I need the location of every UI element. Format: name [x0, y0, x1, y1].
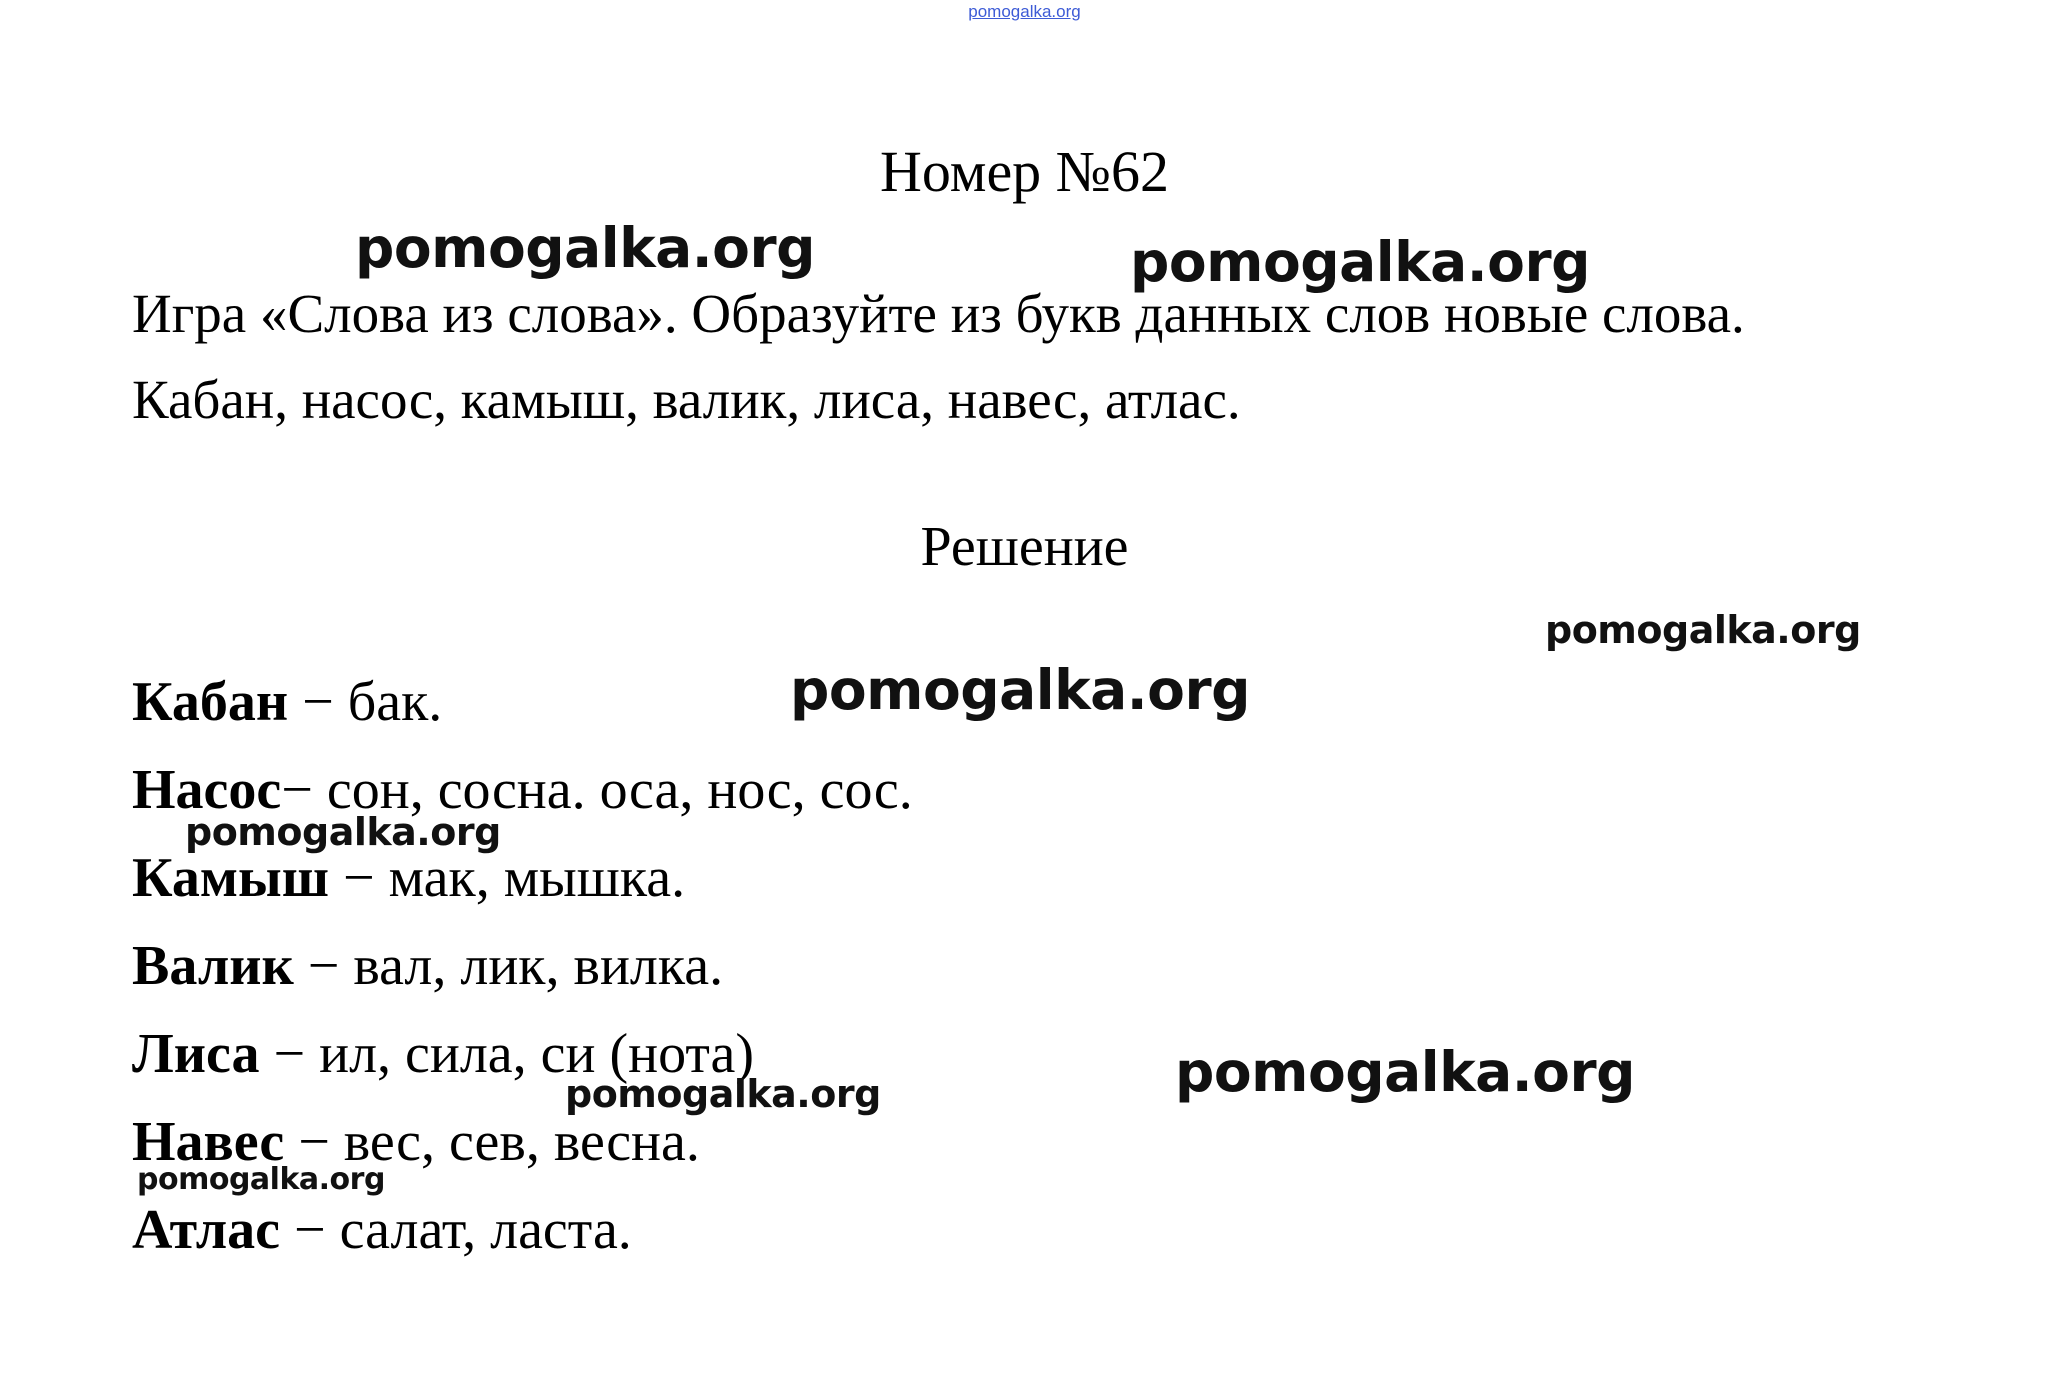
watermark: pomogalka.org	[137, 1162, 385, 1197]
answer-word: Лиса	[132, 1023, 260, 1085]
answer-word: Камыш	[132, 847, 330, 909]
answer-word: Валик	[132, 935, 294, 997]
answer-word: Насос	[132, 759, 282, 821]
site-link[interactable]: pomogalka.org	[968, 2, 1081, 21]
answer-derived-words: − сон, сосна. оса, нос, сос.	[281, 759, 913, 821]
answer-word: Атлас	[132, 1199, 281, 1261]
answer-derived-words: − ил, сила, си (нота)	[259, 1023, 755, 1085]
task-word-list: Кабан, насос, камыш, валик, лиса, навес, атлас.	[132, 369, 1241, 430]
answer-derived-words: − бак.	[288, 671, 443, 733]
watermark: pomogalka.org	[1545, 608, 1861, 652]
answer-item	[132, 1186, 913, 1274]
task-instruction: Игра «Слова из слова». Образуйте из букв данных слов новые слова.	[132, 283, 1745, 344]
watermark: pomogalka.org	[355, 216, 815, 280]
answer-derived-words: − вес, сев, весна.	[284, 1111, 700, 1173]
solution-heading: Решение	[920, 516, 1129, 578]
watermark: pomogalka.org	[1130, 230, 1590, 294]
watermark: pomogalka.org	[185, 810, 501, 854]
answer-item	[132, 922, 913, 1010]
answer-word: Навес	[132, 1111, 285, 1173]
answer-derived-words: − вал, лик, вилка.	[293, 935, 724, 997]
answer-word: Кабан	[132, 671, 289, 733]
answer-derived-words: − салат, ласта.	[280, 1199, 632, 1261]
answer-derived-words: − мак, мышка.	[329, 847, 686, 909]
watermark: pomogalka.org	[1175, 1040, 1635, 1104]
page-title: Номер №62	[879, 139, 1170, 204]
watermark: pomogalka.org	[565, 1072, 881, 1116]
watermark: pomogalka.org	[790, 658, 1250, 722]
